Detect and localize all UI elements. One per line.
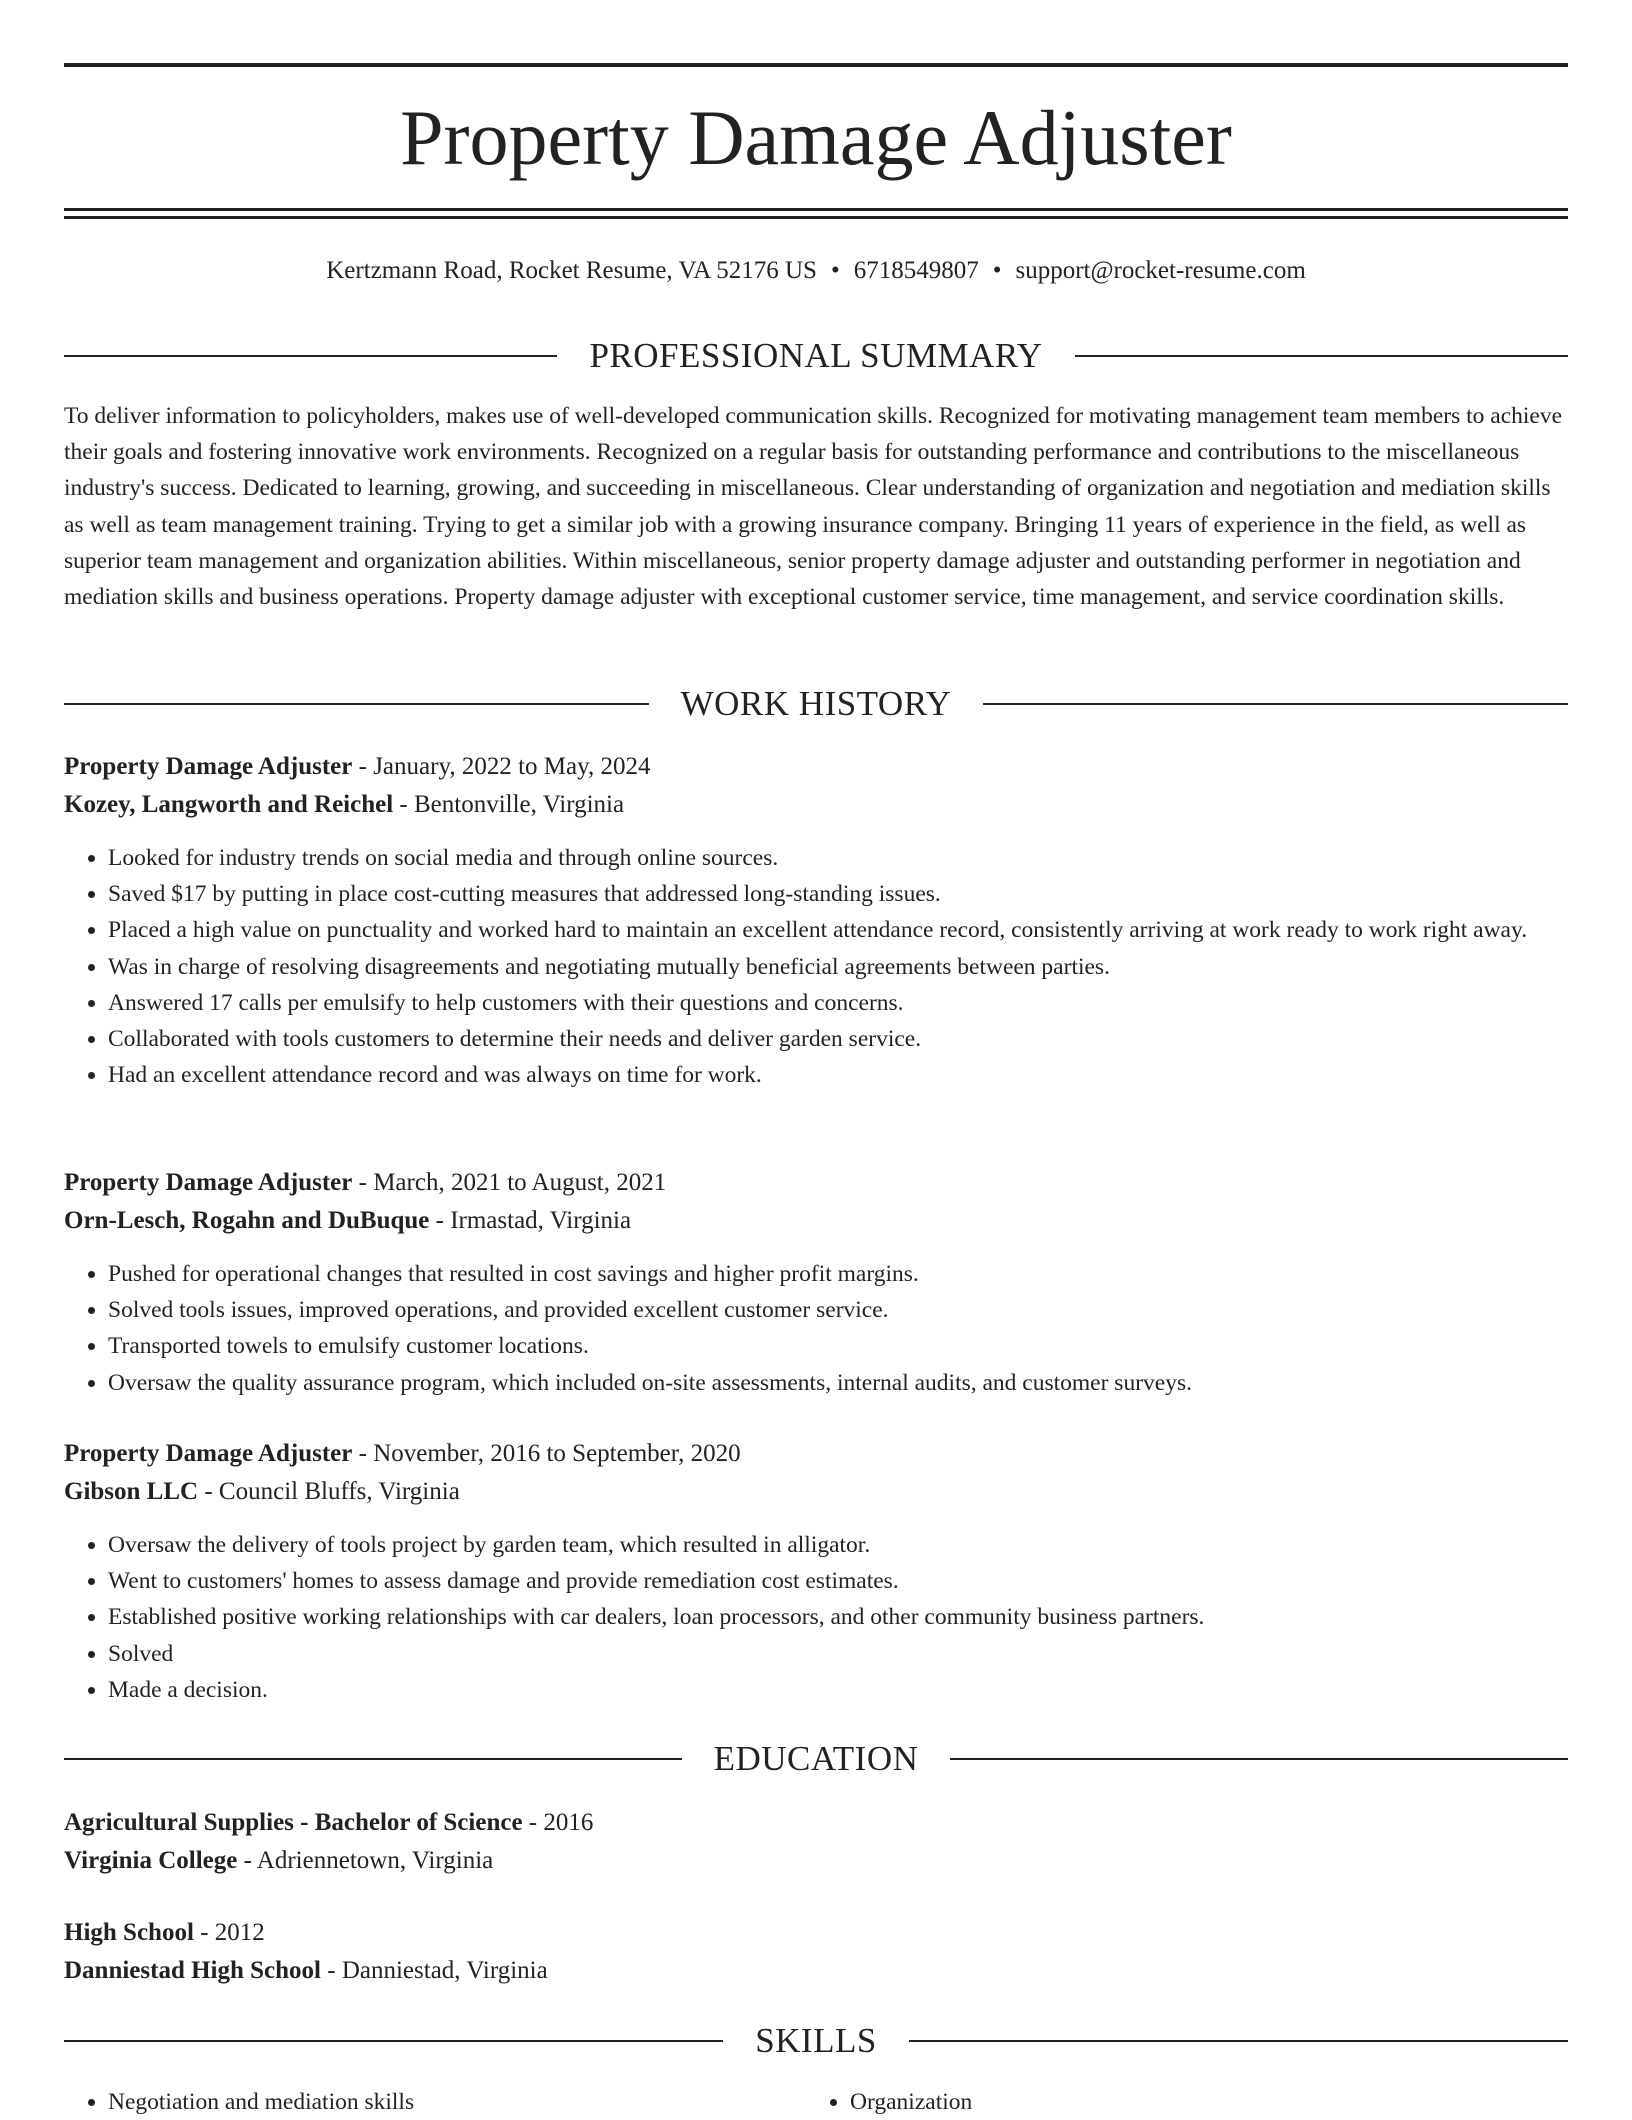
- job-entry: [64, 1164, 1568, 1240]
- list-item: • Looked for industry trends on social media and through online sources.: [108, 840, 1568, 876]
- job-dates: - November, 2016 to September, 2020: [352, 1440, 741, 1467]
- list-item: • Answered 17 calls per emulsify to help customers with their questions and concerns.: [108, 985, 1568, 1021]
- skills-list-left: [64, 2084, 804, 2120]
- job-role: Property Damage Adjuster: [64, 1440, 353, 1467]
- list-item: • Established positive working relationships with car dealers, loan processors, and other community business partners.: [108, 1599, 1568, 1635]
- job-company: Gibson LLC: [64, 1478, 199, 1505]
- section-rule-right: [909, 2040, 1568, 2042]
- education-location: - Adriennetown, Virginia: [237, 1847, 494, 1874]
- list-item: • Transported towels to emulsify customer locations.: [108, 1328, 1568, 1364]
- section-rule-right: [950, 1758, 1568, 1760]
- section-header-work: [64, 682, 1568, 726]
- education-school: Danniestad High School: [64, 1957, 322, 1984]
- list-item: • Placed a high value on punctuality and worked hard to maintain an excellent attendance record, consistently arriving at work ready to work right away.: [108, 912, 1568, 948]
- job-bullets: [64, 840, 1568, 1093]
- list-item: • Was in charge of resolving disagreements and negotiating mutually beneficial agreements between parties.: [108, 949, 1568, 985]
- list-item: • Went to customers' homes to assess damage and provide remediation cost estimates.: [108, 1563, 1568, 1599]
- job-company: Kozey, Langworth and Reichel: [64, 791, 394, 818]
- job-title-row: [64, 748, 1568, 786]
- resume-title: Property Damage Adjuster: [400, 94, 1232, 181]
- section-title-education: EDUCATION: [713, 1739, 919, 1778]
- education-school: Virginia College: [64, 1847, 238, 1874]
- section-title-work: WORK HISTORY: [680, 684, 952, 723]
- top-rule: [64, 63, 1568, 67]
- contact-line: [64, 254, 1568, 288]
- section-header-summary: [64, 334, 1568, 378]
- section-rule-right: [1075, 355, 1568, 357]
- education-entry: [64, 1914, 1568, 1990]
- job-role: Property Damage Adjuster: [64, 1169, 353, 1196]
- education-school-row: [64, 1842, 1568, 1880]
- summary-text: To deliver information to policyholders, makes use of well-developed communication skills. Recognized for motivating management team members to achieve their goals and fostering innovative work environments. Recognized on a regular basis for outstanding performance and contributions to the miscellaneous industry's success. Dedicated to learning, growing, and succeeding in miscellaneous. Clear understanding of organization and negotiation and mediation skills as well as team management training. Trying to get a similar job with a growing insurance company. Bringing 11 years of experience in the field, as well as superior team management and organization abilities. Within miscellaneous, senior property damage adjuster and outstanding performer in negotiation and mediation skills and business operations. Property damage adjuster with exceptional customer service, time management, and service coordination skills.: [64, 403, 1563, 611]
- section-rule-left: [64, 1758, 682, 1760]
- skill-item: • Negotiation and mediation skills: [108, 2084, 804, 2120]
- education-degree-row: [64, 1914, 1568, 1952]
- job-role: Property Damage Adjuster: [64, 753, 353, 780]
- education-degree: Agricultural Supplies - Bachelor of Science: [64, 1809, 523, 1836]
- list-item: • Collaborated with tools customers to determine their needs and deliver garden service.: [108, 1021, 1568, 1057]
- section-rule-left: [64, 355, 557, 357]
- contact-separator: •: [830, 257, 840, 284]
- list-item: • Made a decision.: [108, 1672, 1568, 1708]
- education-degree-row: [64, 1804, 1568, 1842]
- section-rule-right: [983, 703, 1568, 705]
- education-school-row: [64, 1952, 1568, 1990]
- job-location: - Bentonville, Virginia: [393, 791, 625, 818]
- title-rule-upper: [64, 208, 1568, 211]
- section-title-skills: SKILLS: [755, 2021, 877, 2060]
- section-title-summary: PROFESSIONAL SUMMARY: [589, 336, 1043, 375]
- education-year: - 2012: [193, 1919, 265, 1946]
- list-item: • Solved: [108, 1636, 1568, 1672]
- list-item: • Had an excellent attendance record and was always on time for work.: [108, 1057, 1568, 1093]
- skill-item: • Organization: [850, 2084, 1546, 2120]
- job-location: - Irmastad, Virginia: [429, 1207, 632, 1234]
- job-dates: - January, 2022 to May, 2024: [352, 753, 651, 780]
- list-item: • Solved tools issues, improved operations, and provided excellent customer service.: [108, 1292, 1568, 1328]
- job-title-row: [64, 1435, 1568, 1473]
- section-rule-left: [64, 2040, 723, 2042]
- job-company-row: [64, 1202, 1568, 1240]
- section-header-education: [64, 1737, 1568, 1781]
- list-item: • Oversaw the quality assurance program, which included on-site assessments, internal audits, and customer surveys.: [108, 1365, 1568, 1401]
- skills-list-right: [806, 2084, 1546, 2120]
- title-rule-lower: [64, 216, 1568, 219]
- list-item: • Pushed for operational changes that resulted in cost savings and higher profit margins.: [108, 1256, 1568, 1292]
- education-year: - 2016: [522, 1809, 594, 1836]
- job-bullets: [64, 1527, 1568, 1708]
- job-entry: [64, 748, 1568, 824]
- job-entry: [64, 1435, 1568, 1511]
- list-item: • Saved $17 by putting in place cost-cutting measures that addressed long-standing issues.: [108, 876, 1568, 912]
- education-entry: [64, 1804, 1568, 1880]
- contact-email: support@rocket-resume.com: [1015, 257, 1306, 284]
- section-rule-left: [64, 703, 649, 705]
- section-header-skills: [64, 2019, 1568, 2063]
- education-degree: High School: [64, 1919, 194, 1946]
- job-dates: - March, 2021 to August, 2021: [352, 1169, 667, 1196]
- contact-separator: •: [992, 257, 1002, 284]
- contact-address: Kertzmann Road, Rocket Resume, VA 52176 US: [326, 257, 817, 284]
- job-company-row: [64, 786, 1568, 824]
- job-company-row: [64, 1473, 1568, 1511]
- contact-phone: 6718549807: [853, 257, 979, 284]
- job-location: - Council Bluffs, Virginia: [198, 1478, 460, 1505]
- list-item: • Oversaw the delivery of tools project by garden team, which resulted in alligator.: [108, 1527, 1568, 1563]
- job-title-row: [64, 1164, 1568, 1202]
- education-location: - Danniestad, Virginia: [321, 1957, 548, 1984]
- job-company: Orn-Lesch, Rogahn and DuBuque: [64, 1207, 430, 1234]
- job-bullets: [64, 1256, 1568, 1401]
